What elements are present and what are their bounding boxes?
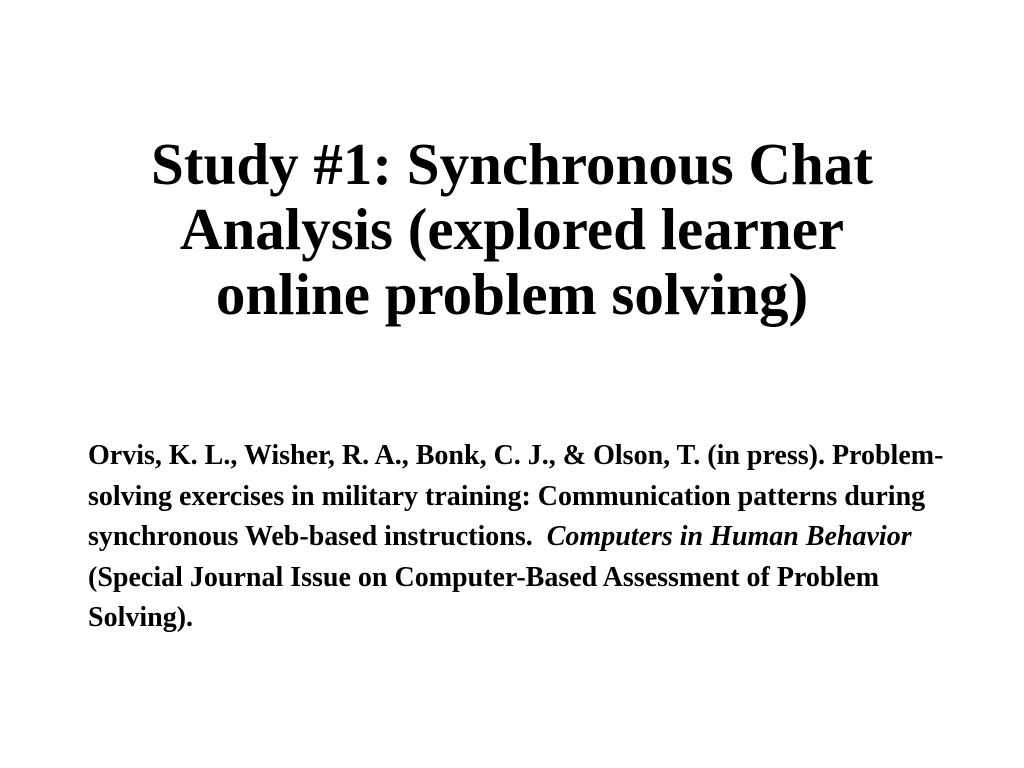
citation-text: [88, 436, 948, 639]
slide-title-line-1: Study #1: Synchronous Chat: [151, 131, 873, 197]
citation-journal: Computers in Human Behavior: [546, 521, 912, 553]
citation-note: (Special Journal Issue on Computer-Based Assessment of Problem Solving).: [88, 561, 880, 634]
citation-authors-title: Orvis, K. L., Wisher, R. A., Bonk, C. J., & Olson, T. (in press). Problem-solving exercises in military training: Communication patterns during synchronous Web-based instructions.: [88, 440, 944, 553]
slide-title-line-2: Analysis (explored learner: [179, 195, 845, 262]
slide-title-line-3: online problem solving): [215, 260, 809, 327]
slide-title: [40, 132, 984, 327]
